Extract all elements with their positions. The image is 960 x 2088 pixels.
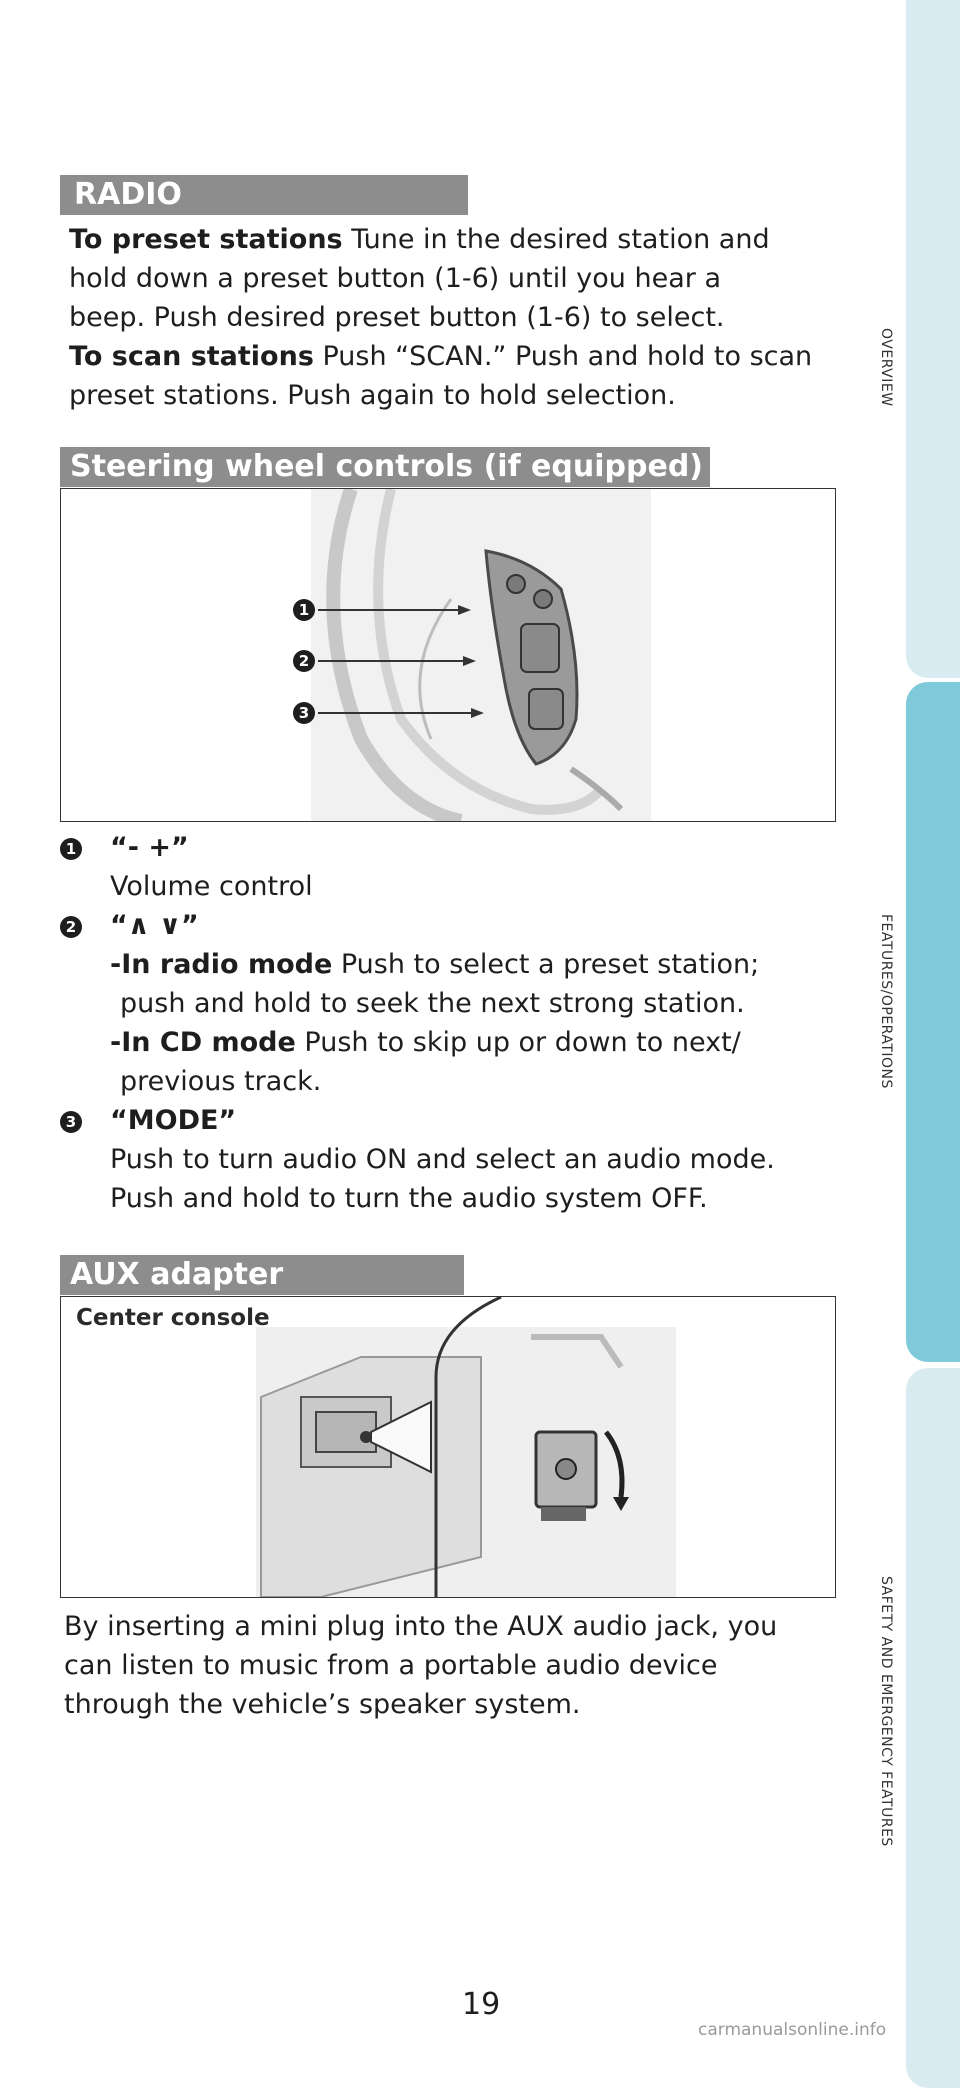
scan-line-1 <box>69 337 812 376</box>
callout-1-marker: 1 <box>293 599 315 621</box>
item-2-title: “∧ ∨” <box>110 910 199 941</box>
item-3-title: “MODE” <box>110 1105 237 1136</box>
aux-line-3: through the vehicle’s speaker system. <box>64 1689 581 1720</box>
item-3-line-1: Push to turn audio ON and select an audio mode. <box>110 1144 775 1175</box>
steering-section-header: Steering wheel controls (if equipped) <box>60 447 710 487</box>
radio-section-header: RADIO <box>60 175 468 215</box>
scan-text: Push “SCAN.” Push and hold to scan <box>313 341 813 372</box>
preset-line-3: beep. Push desired preset button (1-6) to select. <box>69 302 725 333</box>
item-3-line-2: Push and hold to turn the audio system OFF. <box>110 1183 708 1214</box>
safety-tab-label: SAFETY AND EMERGENCY FEATURES <box>878 1576 894 1847</box>
radio-preset-paragraph <box>69 220 812 415</box>
item-2-radio-line-2: push and hold to seek the next strong station. <box>120 988 745 1019</box>
preset-line-1 <box>69 220 812 259</box>
item-3-marker: 3 <box>60 1111 82 1133</box>
aux-line-1: By inserting a mini plug into the AUX audio jack, you <box>64 1611 778 1642</box>
cd-mode-label: -In CD mode <box>110 1027 296 1058</box>
page-number: 19 <box>462 1987 501 2022</box>
aux-section-header: AUX adapter <box>60 1255 464 1295</box>
aux-description <box>64 1607 777 1724</box>
section-tab-strip <box>906 0 960 2048</box>
aux-adapter-illustration <box>60 1296 836 1598</box>
item-2-cd-line-1 <box>110 1023 775 1062</box>
item-1-title: “- +” <box>110 832 189 863</box>
scan-stations-label: To scan stations <box>69 341 314 372</box>
aux-line-2: can listen to music from a portable audio device <box>64 1650 718 1681</box>
scan-line-2: preset stations. Push again to hold selection. <box>69 380 676 411</box>
preset-text: Tune in the desired station and <box>342 224 770 255</box>
item-2-marker: 2 <box>60 916 82 938</box>
callout-leader-lines <box>61 489 835 821</box>
features-operations-tab-label: FEATURES/OPERATIONS <box>878 914 894 1089</box>
callout-3-marker: 3 <box>293 702 315 724</box>
preset-line-2: hold down a preset button (1-6) until you hear a <box>69 263 721 294</box>
center-console-caption: Center console <box>76 1305 270 1331</box>
item-1-description: Volume control <box>110 871 313 902</box>
cd-mode-text: Push to skip up or down to next/ <box>295 1027 741 1058</box>
safety-tab[interactable] <box>906 1368 960 2088</box>
overview-tab[interactable] <box>906 0 960 678</box>
item-1-marker: 1 <box>60 838 82 860</box>
steering-items-list <box>110 828 775 1218</box>
item-2-radio-line-1 <box>110 945 775 984</box>
features-operations-tab[interactable] <box>906 682 960 1362</box>
preset-stations-label: To preset stations <box>69 224 343 255</box>
steering-controls-illustration <box>60 488 836 822</box>
item-2-cd-line-2: previous track. <box>120 1066 322 1097</box>
callout-2-marker: 2 <box>293 650 315 672</box>
radio-mode-text: Push to select a preset station; <box>332 949 760 980</box>
center-console-drawing <box>61 1297 835 1597</box>
watermark-text: carmanualsonline.info <box>698 2020 887 2040</box>
radio-mode-label: -In radio mode <box>110 949 333 980</box>
overview-tab-label: OVERVIEW <box>878 328 894 407</box>
